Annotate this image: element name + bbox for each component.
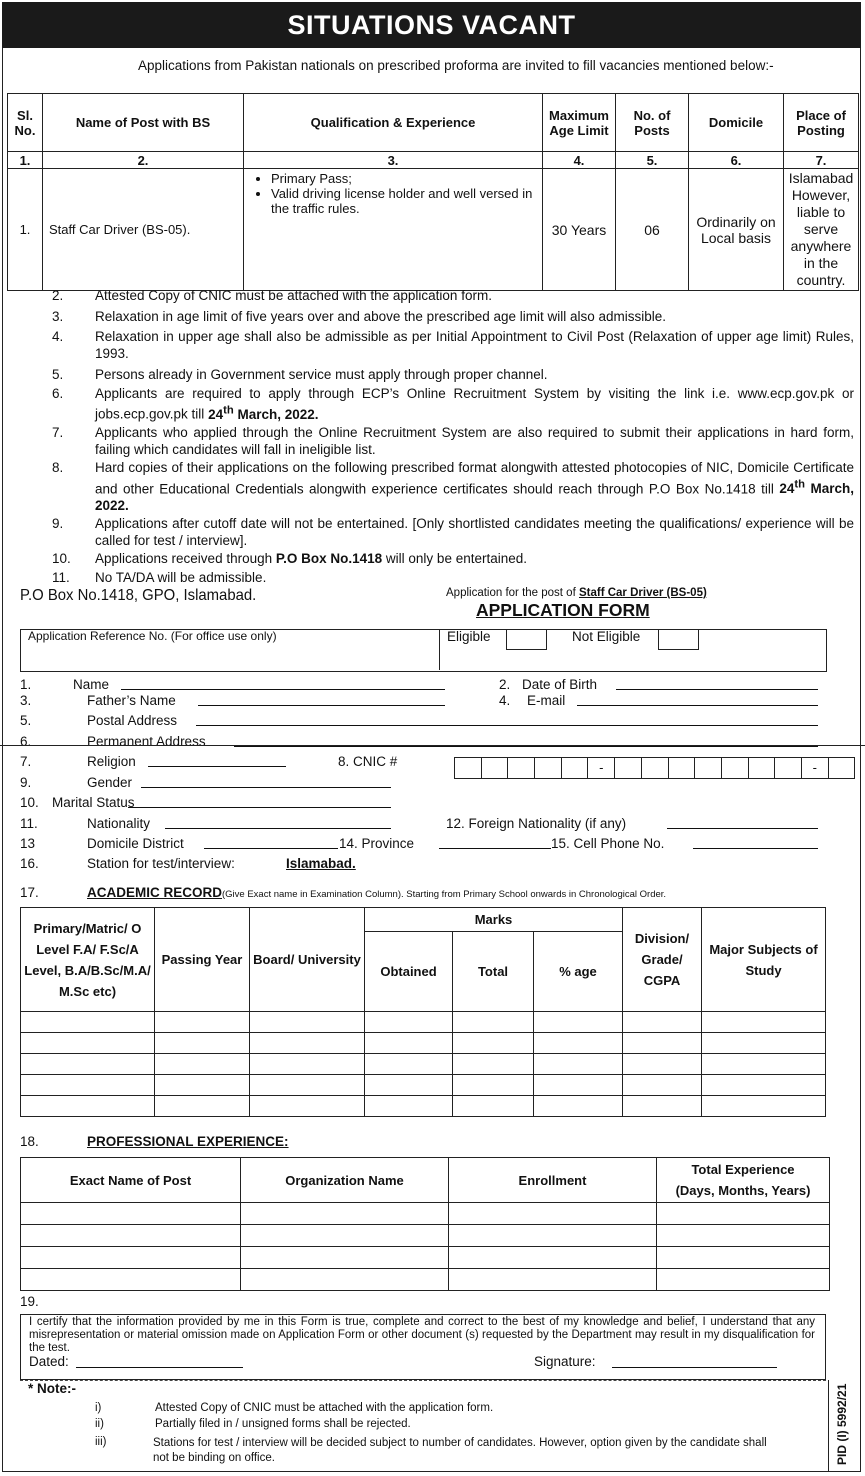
station-value: Islamabad.	[286, 856, 356, 871]
note-item: Applications after cutoff date will not be entertained. [Only shortlisted candidates meeting the qualifications/ experience will be called for test / interview].	[95, 516, 854, 548]
row-age: 30 Years	[543, 169, 616, 291]
row-posts: 06	[616, 169, 689, 291]
certification-text: I certify that the information provided by me in this Form is true, complete and correct to the best of my knowledge and belief, I understand that any misrepresentation or material omission made on Application Form or other document (s) requested by the Department may result in my disqualification for the test.	[29, 1316, 815, 1354]
footnote-item: Attested Copy of CNIC must be attached with the application form.	[155, 1402, 494, 1414]
note-item: Applicants are required to apply through ECP’s Online Recruitment System by visiting the link i.e. www.ecp.gov.pk or jobs.ecp.gov.pk till 24th March, 2022.	[95, 385, 854, 422]
cnic-label: 8. CNIC #	[338, 754, 398, 769]
num-6: 6.	[689, 152, 784, 169]
note-item: No TA/DA will be admissible.	[95, 569, 267, 585]
marital-status-field[interactable]	[128, 795, 391, 808]
footnote-item: Partially filed in / unsigned forms shall be rejected.	[155, 1418, 411, 1430]
form-title: APPLICATION FORM	[476, 600, 650, 620]
domicile-field[interactable]	[204, 836, 338, 849]
name-field[interactable]	[121, 677, 445, 690]
col-qualification: Qualification & Experience	[244, 94, 543, 152]
intro-text: Applications from Pakistan nationals on prescribed proforma are invited to fill vacancies mentioned below:-	[138, 58, 774, 73]
note-item: Applications received through P.O Box No.1418 will only be entertained.	[95, 551, 528, 566]
not-eligible-checkbox[interactable]	[658, 629, 699, 650]
note-item: Hard copies of their applications on the following prescribed format alongwith attested photocopies of NIC, Domicile Certificate and other Educational Credentials alongwith experience certificates should reach through P.O Box No.1418 till 24th March, 2022.	[95, 460, 854, 513]
eligible-checkbox[interactable]	[506, 629, 547, 650]
cell-phone-field[interactable]	[693, 836, 818, 849]
table-row[interactable]	[21, 1225, 830, 1247]
qualification-item: • Primary Pass;	[271, 171, 541, 186]
academic-heading: ACADEMIC RECORD	[87, 885, 222, 900]
section-19-number: 19.	[20, 1294, 39, 1309]
religion-field[interactable]	[148, 754, 286, 767]
table-row[interactable]	[21, 1096, 826, 1117]
num-2: 2.	[43, 152, 244, 169]
note-item: Attested Copy of CNIC must be attached with the application form.	[95, 288, 492, 303]
post-applied-label: Application for the post of Staff Car Driver (BS-05)	[446, 587, 707, 599]
signature-field[interactable]	[612, 1355, 777, 1368]
table-row[interactable]	[21, 1033, 826, 1054]
num-4: 4.	[543, 152, 616, 169]
gender-field[interactable]	[141, 775, 391, 788]
col-sl: Sl. No.	[8, 94, 43, 152]
email-field[interactable]	[577, 693, 818, 706]
num-5: 5.	[616, 152, 689, 169]
row-sl: 1.	[8, 169, 43, 291]
certification-box: I certify that the information provided by me in this Form is true, complete and correct to the best of my knowledge and belief, I understand that any misrepresentation or material omission made on Application Form or other document (s) requested by the Department may result in my disqualification for the test. Dated: Signature:	[20, 1314, 826, 1380]
cnic-input[interactable]: - -	[455, 757, 855, 779]
col-age: Maximum Age Limit	[543, 94, 616, 152]
professional-heading: PROFESSIONAL EXPERIENCE:	[87, 1134, 289, 1149]
qualification-item: • Valid driving license holder and well versed in the traffic rules.	[271, 186, 541, 216]
table-row[interactable]	[21, 1075, 826, 1096]
notes-list: 2. Attested Copy of CNIC must be attached with the application form. 3. Relaxation in age limit of five years over and above the prescribed age limit will also admissible. 4. Relaxation in upper age shall also be admissible as per Initial Appointment to Civil Post (Relaxation of upper age limit) Rules, 1993. 5. Persons already in Government service must apply through proper channel. 6. Applicants are required to apply through ECP’s Online Recruitment System by visiting the link i.e. www.ecp.gov.pk or jobs.ecp.gov.pk till 24th March, 2022. 7. Applicants who applied through the Online Recruitment System are also required to submit their applications in hard form, failing which candidates will fall in ineligible list. 8. Hard copies of their applications on the following prescribed format alongwith attested photocopies of NIC, Domicile Certificate and other Educational Credentials alongwith experience certificates should reach through P.O Box No.1418 till 24th March, 2022. 9. Applications after cutoff date will not be entertained. [Only shortlisted candidates meeting the qualifications/ experience will be called for test / interview]. 10. Applications received through P.O Box No.1418 will only be entertained. 11. No TA/DA will be admissible.	[52, 288, 854, 585]
not-eligible-label: Not Eligible	[572, 629, 641, 644]
note-heading: * Note:-	[28, 1381, 76, 1396]
footnote-item: Stations for test / interview will be decided subject to number of candidates. However, option given by the candidate shall not be binding on office.	[153, 1437, 767, 1464]
foreign-nationality-field[interactable]	[667, 816, 818, 829]
num-7: 7.	[784, 152, 859, 169]
qualification-list	[245, 171, 541, 216]
col-post: Name of Post with BS	[43, 94, 244, 152]
page-title: SITUATIONS VACANT	[2, 2, 861, 48]
col-place: Place of Posting	[784, 94, 859, 152]
reference-label: Application Reference No. (For office use only)	[28, 629, 277, 643]
row-place: Islamabad However, liable to serve anywhere in the country.	[784, 169, 859, 291]
vacancy-table	[7, 93, 859, 291]
num-3: 3.	[244, 152, 543, 169]
row-post: Staff Car Driver (BS-05).	[43, 169, 244, 291]
table-row[interactable]	[21, 1269, 830, 1291]
nationality-field[interactable]	[165, 816, 391, 829]
note-item: Applicants who applied through the Online Recruitment System are also required to submit their applications in hard form, failing which candidates will fall in ineligible list.	[95, 425, 854, 457]
table-row[interactable]	[21, 1247, 830, 1269]
table-row[interactable]	[21, 1012, 826, 1033]
num-1: 1.	[8, 152, 43, 169]
eligible-label: Eligible	[447, 629, 491, 644]
table-row[interactable]	[21, 1054, 826, 1075]
professional-table: Exact Name of Post Organization Name Enrollment Total Experience (Days, Months, Years)	[20, 1157, 830, 1291]
note-item: Relaxation in upper age shall also be admissible as per Initial Appointment to Civil Post (Relaxation of upper age limit) Rules, 1993.	[95, 329, 854, 361]
table-row[interactable]	[21, 1203, 830, 1225]
row-domicile: Ordinarily on Local basis	[689, 169, 784, 291]
note-item: Persons already in Government service must apply through proper channel.	[95, 367, 548, 382]
note-item: Relaxation in age limit of five years over and above the prescribed age limit will also admissible.	[95, 308, 667, 324]
province-field[interactable]	[439, 836, 551, 849]
academic-table: Primary/Matric/ O Level F.A/ F.Sc/A Level, B.A/B.Sc/M.A/ M.Sc etc) Passing Year Board/ University Marks Division/ Grade/ CGPA Major Subjects of Study Obtained Total % age	[20, 907, 826, 1117]
col-posts: No. of Posts	[616, 94, 689, 152]
col-domicile: Domicile	[689, 94, 784, 152]
father-name-field[interactable]	[198, 693, 445, 706]
postal-address-field[interactable]	[196, 713, 818, 726]
pid-code: PID (I) 5992/21	[835, 1383, 849, 1465]
dated-field[interactable]	[76, 1355, 243, 1368]
dob-field[interactable]	[616, 677, 818, 690]
po-box-address: P.O Box No.1418, GPO, Islamabad.	[20, 587, 257, 604]
